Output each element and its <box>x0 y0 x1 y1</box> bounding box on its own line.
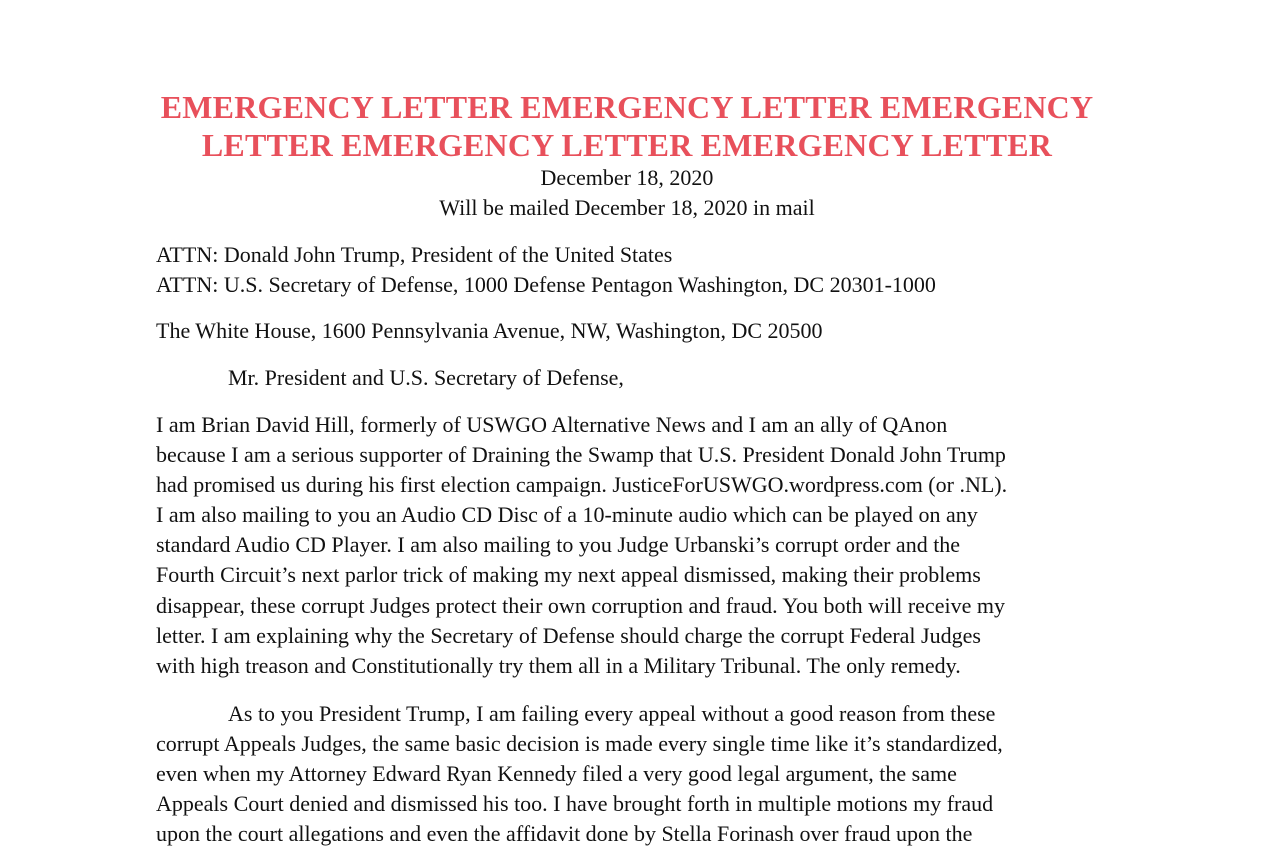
paragraph-1-line: disappear, these corrupt Judges protect their own corruption and fraud. You both will receive my <box>156 593 1005 618</box>
paragraph-1-line: because I am a serious supporter of Draining the Swamp that U.S. President Donald John Trump <box>156 442 1006 467</box>
paragraph-1-line: I am Brian David Hill, formerly of USWGO Alternative News and I am an ally of QAnon <box>156 412 948 437</box>
paragraph-2-line: corrupt Appeals Judges, the same basic decision is made every single time like it’s standardized, <box>156 731 1003 756</box>
paragraph-1-line: Fourth Circuit’s next parlor trick of making my next appeal dismissed, making their problems <box>156 562 981 587</box>
paragraph-2-line: upon the court allegations and even the affidavit done by Stella Forinash over fraud upon the <box>156 821 973 846</box>
paragraph-2-line: even when my Attorney Edward Ryan Kennedy filed a very good legal argument, the same <box>156 761 957 786</box>
white-house-address: The White House, 1600 Pennsylvania Avenue, NW, Washington, DC 20500 <box>156 318 823 343</box>
attn-president: ATTN: Donald John Trump, President of the United States <box>156 242 673 267</box>
paragraph-1-line: letter. I am explaining why the Secretary of Defense should charge the corrupt Federal Judges <box>156 623 981 648</box>
emergency-title-line-2: LETTER EMERGENCY LETTER EMERGENCY LETTER <box>201 127 1053 163</box>
paragraph-1-line: with high treason and Constitutionally try them all in a Military Tribunal. The only remedy. <box>156 653 961 678</box>
emergency-title-line-1: EMERGENCY LETTER EMERGENCY LETTER EMERGENCY <box>160 89 1094 125</box>
attn-secretary-of-defense: ATTN: U.S. Secretary of Defense, 1000 Defense Pentagon Washington, DC 20301-1000 <box>156 272 936 297</box>
mailing-note: Will be mailed December 18, 2020 in mail <box>439 195 815 220</box>
salutation: Mr. President and U.S. Secretary of Defense, <box>228 365 624 390</box>
paragraph-2-line: As to you President Trump, I am failing every appeal without a good reason from these <box>228 701 996 726</box>
paragraph-1-line: had promised us during his first election campaign. JusticeForUSWGO.wordpress.com (or .NL). <box>156 472 1008 497</box>
paragraph-1-line: I am also mailing to you an Audio CD Disc of a 10-minute audio which can be played on any <box>156 502 978 527</box>
paragraph-1-line: standard Audio CD Player. I am also mailing to you Judge Urbanski’s corrupt order and the <box>156 532 961 557</box>
paragraph-2-line: Appeals Court denied and dismissed his too. I have brought forth in multiple motions my fraud <box>156 791 994 816</box>
letter-date: December 18, 2020 <box>540 165 714 190</box>
